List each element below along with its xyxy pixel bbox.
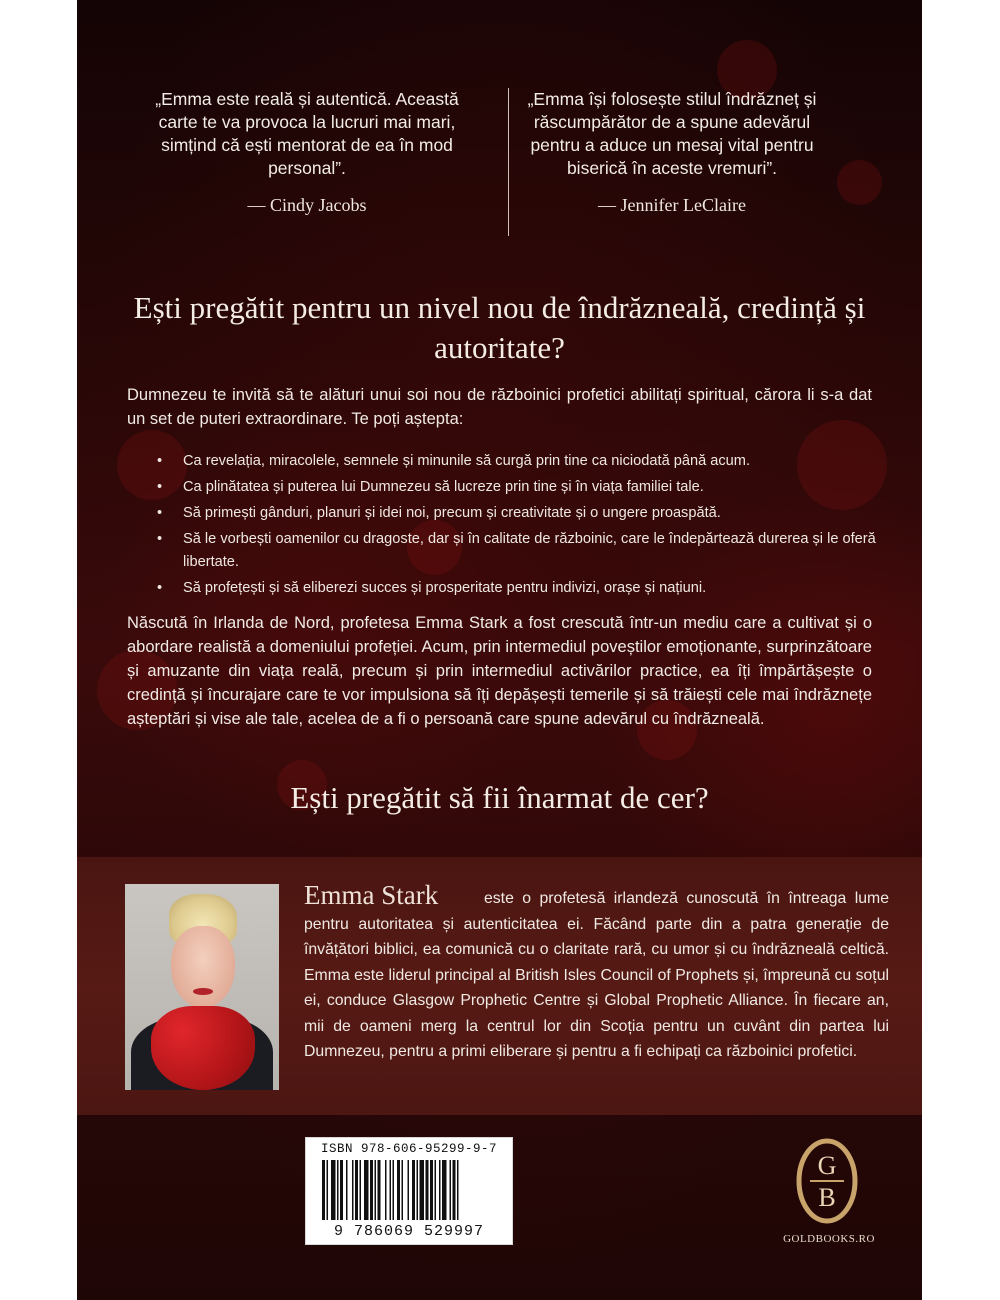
book-back-cover [77, 0, 922, 1300]
publisher-logo-icon [796, 1138, 858, 1224]
author-bio: este o profetesă irlandeză cunoscută în întreaga lume pentru autoritatea și autenticitatea ei. Făcând parte din a patra generație de învățători biblici, ea comunică cu o claritate rară, cu umor și cu îndrăzneală celtică. Emma este liderul principal al British Isles Council of Prophets și, împreună cu soțul ei, conduce Glasgow Prophetic Centre și Global Prophetic Alliance. În fiecare an, mii de oameni merg la centrul lor din Scoția pentru un cuvânt din partea lui Dumnezeu, pentru a primi eliberare și pentru a fi echipați ca războinici profetici. [304, 890, 889, 1060]
endorsement-quote [507, 88, 837, 217]
barcode-digits: 9 786069 529997 [333, 1223, 485, 1240]
isbn-label: ISBN 978-606-95299-9-7 [320, 1142, 498, 1156]
list-item: • Ca revelația, miracolele, semnele și minunile să curgă prin tine ca niciodată până acum. [157, 450, 877, 473]
expectations-list [157, 450, 877, 603]
list-item: • Să le vorbești oamenilor cu dragoste, dar și în calitate de războinic, care le îndepărtează durerea și le oferă libertate. [157, 528, 877, 574]
barcode-icon [322, 1160, 498, 1220]
quote-text: „Emma este reală și autentică. Această carte te va provoca la lucruri mai mari, simțind că ești mentorat de ea în mod personal”. [155, 89, 459, 178]
author-photo [125, 884, 279, 1090]
endorsement-quote [142, 88, 472, 217]
photo-scarf [151, 1006, 255, 1090]
author-name: Emma Stark [304, 880, 439, 910]
publisher-website: GOLDBOOKS.RO [783, 1233, 875, 1245]
list-item: • Să profețești și să eliberezi succes și prosperitate pentru indivizi, orașe și națiuni. [157, 577, 877, 600]
list-item: • Ca plinătatea și puterea lui Dumnezeu să lucreze prin tine și în viața familiei tale. [157, 476, 877, 499]
photo-lips [193, 988, 213, 995]
list-item: • Să primești gânduri, planuri și idei noi, precum și creativitate și o ungere proaspătă. [157, 502, 877, 525]
headline-question: Ești pregătit pentru un nivel nou de îndrăzneală, credință și autoritate? [133, 290, 866, 365]
description-paragraph: Născută în Irlanda de Nord, profetesa Emma Stark a fost crescută într-un mediu care a cultivat și o abordare realistă a domeniului profeției. Acum, prin intermediul poveștilor emoționante, surprinzătoare și amuzante din viața reală, precum și prin intermediul activărilor practice, ea îți împărtășește o credință și încurajare care te vor impulsiona să îți depășești temerile și să trăiești cele mai îndrăznețe așteptări și vise ale tale, acelea de a fi o persoană care spune adevărul cu îndrăzneală. [127, 614, 872, 728]
author-section [77, 857, 922, 1115]
closing-question: Ești pregătit să fii înarmat de cer? [290, 780, 709, 815]
logo-letter-g: G [817, 1151, 837, 1180]
quote-author: — Cindy Jacobs [247, 195, 367, 215]
intro-paragraph: Dumnezeu te invită să te alături unui soi nou de războinici profetici abilitați spiritual, cărora li s-a dat un set de puteri extraordinare. Te poți aștepta: [127, 386, 872, 428]
quote-author: — Jennifer LeClaire [598, 195, 746, 215]
photo-face [171, 926, 235, 1008]
logo-letter-b: B [818, 1183, 836, 1212]
isbn-barcode [305, 1137, 513, 1245]
quote-text: „Emma își folosește stilul îndrăzneț și răscumpărător de a spune adevărul pentru a aduce un mesaj vital pentru biserică în aceste vremuri”. [527, 89, 817, 178]
bokeh-decoration [837, 160, 882, 205]
